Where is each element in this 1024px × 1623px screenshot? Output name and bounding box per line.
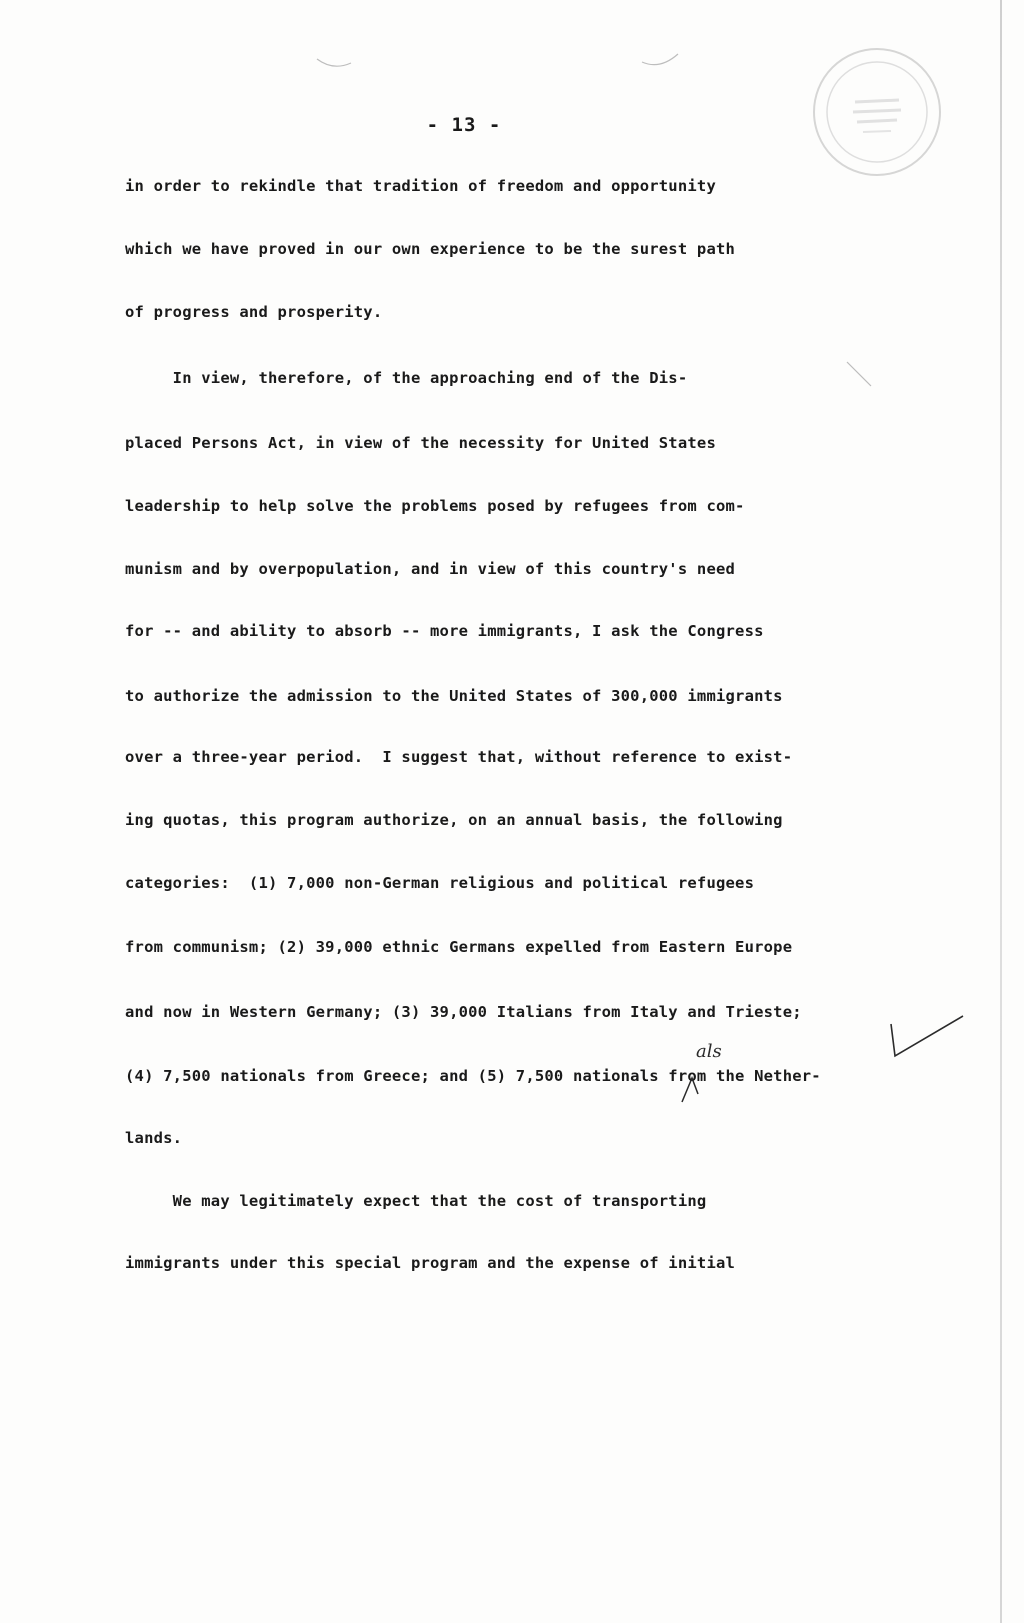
text-line: categories: (1) 7,000 non-German religious and political refugees — [125, 874, 755, 892]
text-line: for -- and ability to absorb -- more immigrants, I ask the Congress — [125, 622, 764, 640]
handwritten-correction: als — [696, 1041, 722, 1062]
page-edge — [1000, 0, 1002, 1623]
text-line: We may legitimately expect that the cost of transporting — [125, 1192, 707, 1210]
library-stamp — [813, 48, 941, 176]
text-line: lands. — [125, 1129, 183, 1147]
text-line: and now in Western Germany; (3) 39,000 Italians from Italy and Trieste; — [125, 1003, 802, 1021]
text-line: (4) 7,500 nationals from Greece; and (5) 7,500 nationals from the Nether- — [125, 1067, 821, 1085]
scan-blemish — [315, 55, 355, 71]
scan-blemish — [640, 52, 680, 70]
text-line: over a three-year period. I suggest that, without reference to exist- — [125, 748, 793, 766]
text-line: immigrants under this special program and the expense of initial — [125, 1254, 736, 1272]
text-line: ing quotas, this program authorize, on an annual basis, the following — [125, 811, 783, 829]
text-line: In view, therefore, of the approaching end of the Dis- — [125, 369, 688, 387]
text-line: in order to rekindle that tradition of freedom and opportunity — [125, 177, 716, 195]
library-stamp-seal — [815, 50, 939, 174]
text-line: which we have proved in our own experience to be the surest path — [125, 240, 736, 258]
page-number: - 13 - — [426, 114, 502, 136]
scan-blemish — [845, 360, 875, 390]
check-mark — [885, 1012, 967, 1062]
text-line: to authorize the admission to the United States of 300,000 immigrants — [125, 687, 783, 705]
text-line: from communism; (2) 39,000 ethnic Germans expelled from Eastern Europe — [125, 938, 793, 956]
text-line: placed Persons Act, in view of the necessity for United States — [125, 434, 716, 452]
text-line: munism and by overpopulation, and in view of this country's need — [125, 560, 736, 578]
text-line: of progress and prosperity. — [125, 303, 383, 321]
text-line: leadership to help solve the problems posed by refugees from com- — [125, 497, 745, 515]
